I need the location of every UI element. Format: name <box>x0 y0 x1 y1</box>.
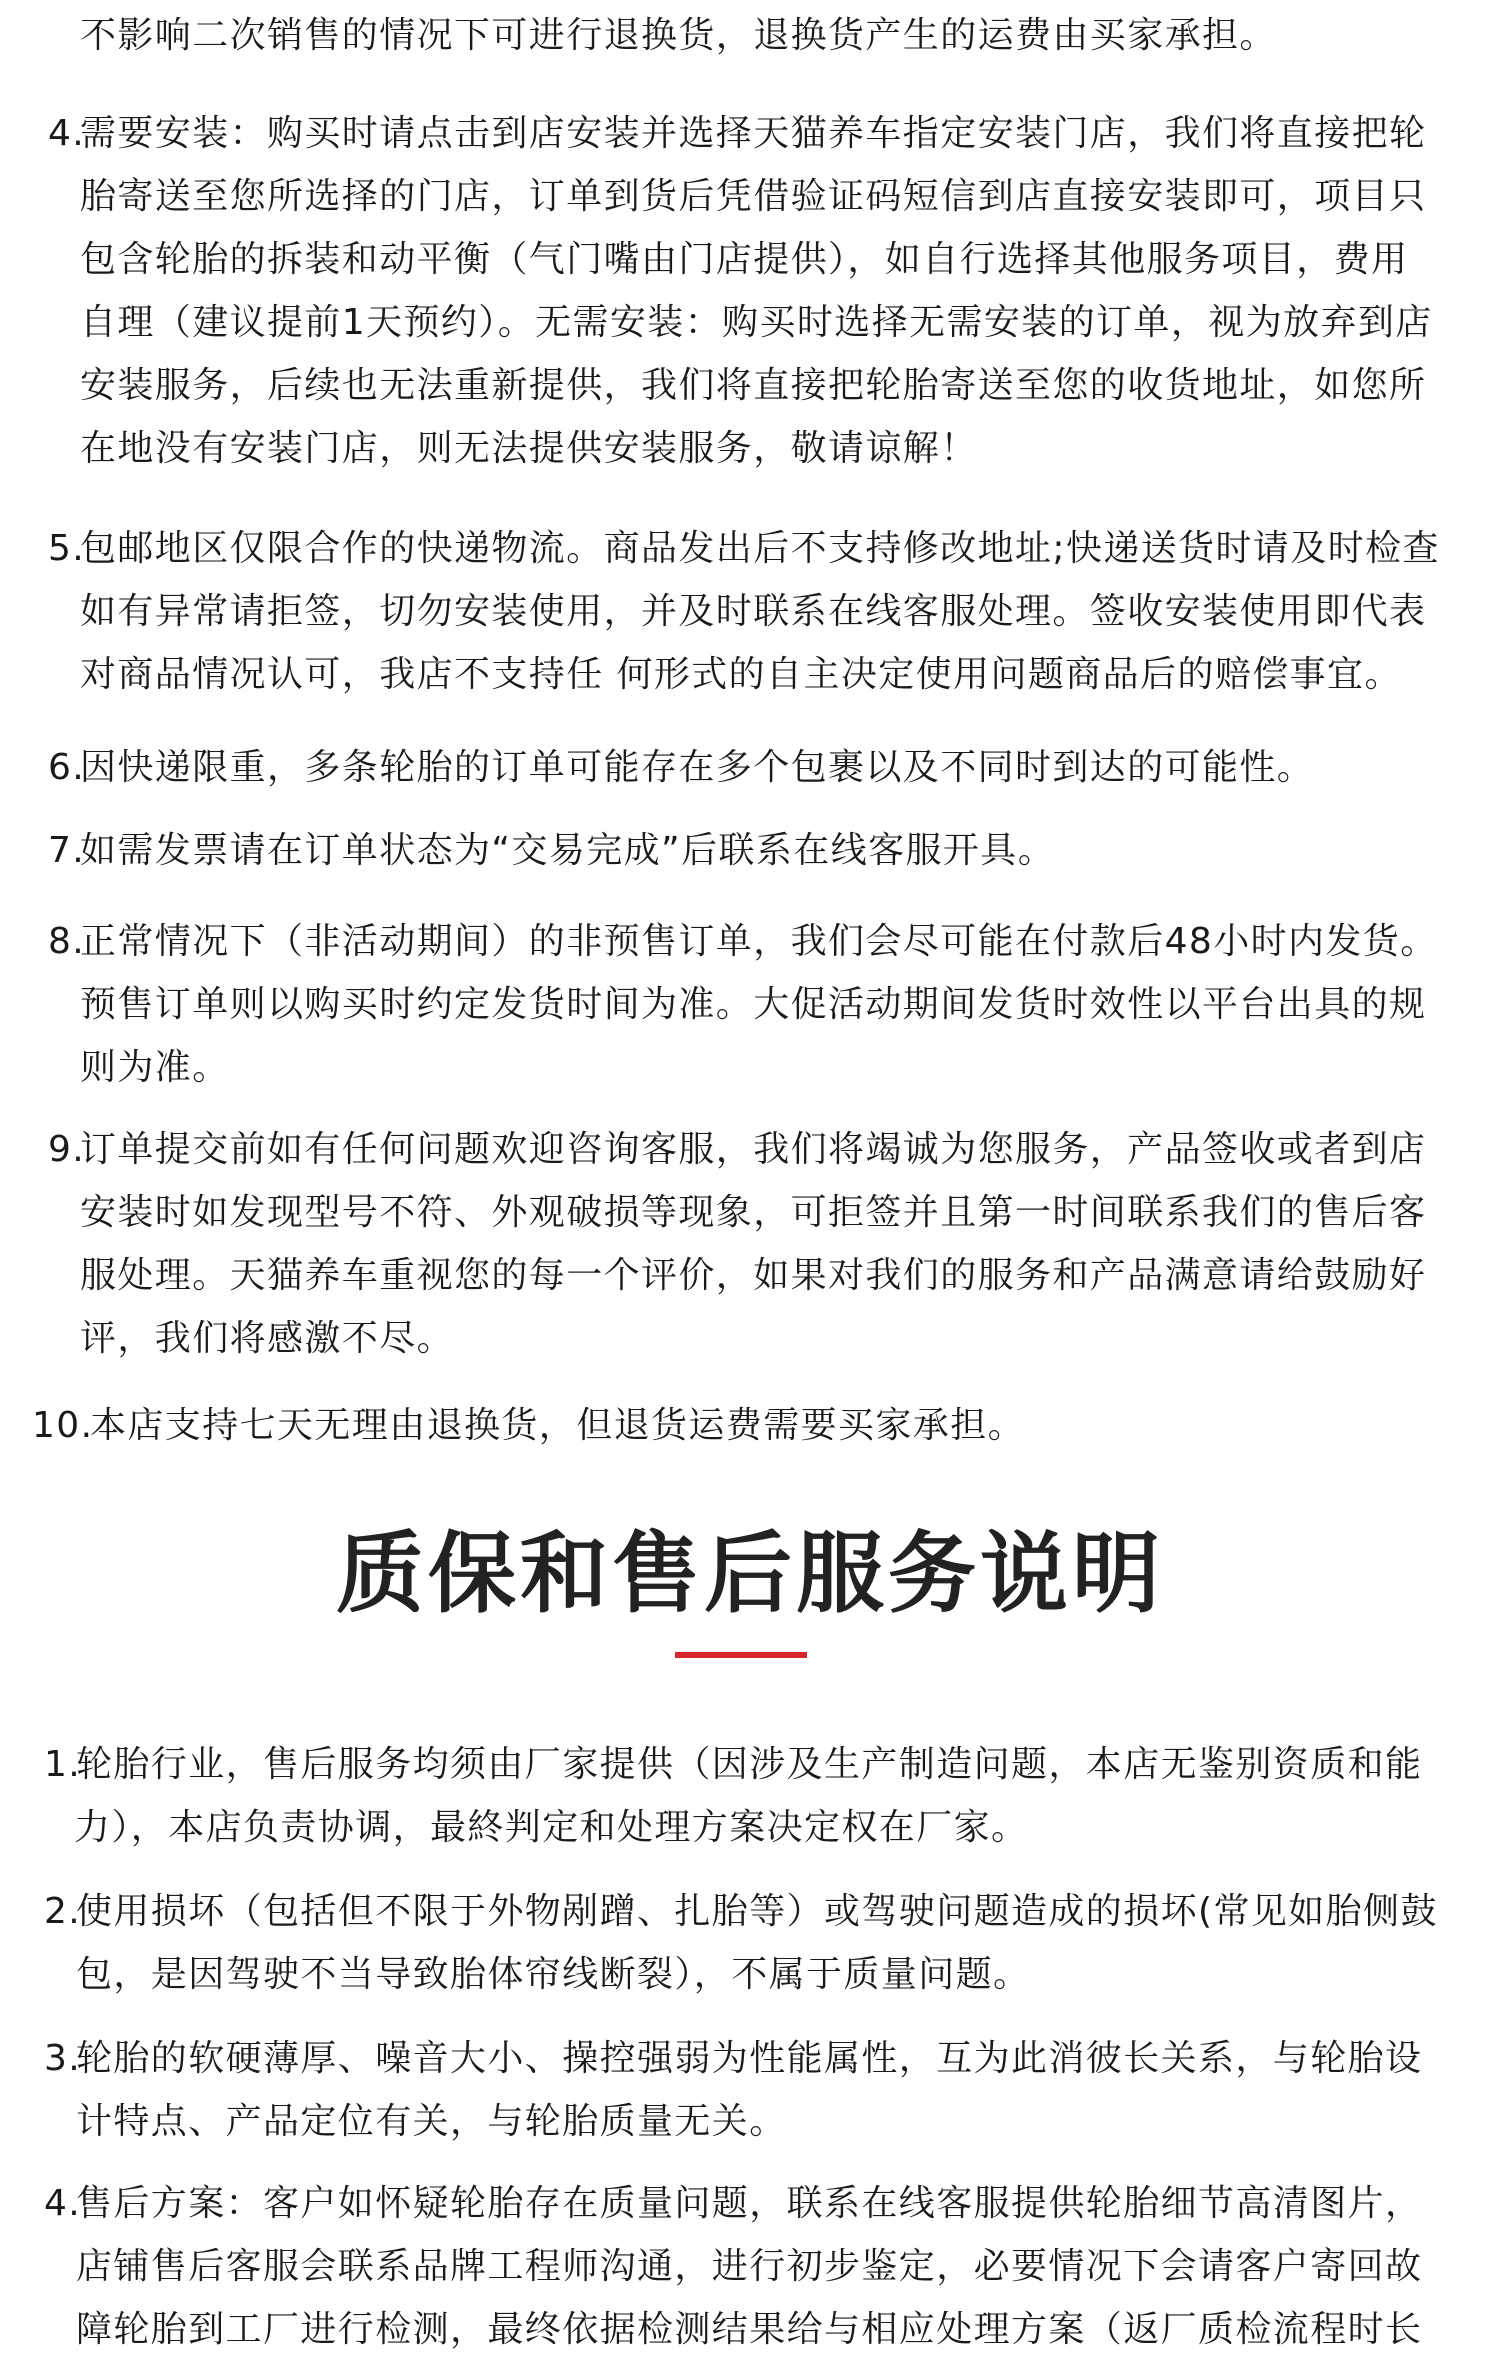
section-heading: 质保和售后服务说明 <box>335 1522 1164 1625</box>
item-line: 店铺售后客服会联系品牌工程师沟通，进行初步鉴定，必要情况下会请客户寄回故 <box>76 2246 1423 2287</box>
item-line: 障轮胎到工厂进行检测，最终依据检测结果给与相应处理方案（返厂质检流程时长 <box>76 2309 1423 2350</box>
item-line: 力），本店负责协调，最終判定和处理方案决定权在厂家。 <box>74 1807 1029 1848</box>
item-line: 胎寄送至您所选择的门店，订单到货后凭借验证码短信到店直接安装即可，项目只 <box>80 176 1427 217</box>
item-number: 7. <box>48 830 86 871</box>
heading-divider <box>675 1652 807 1658</box>
item-line: 在地没有安装门店，则无法提供安装服务，敬请谅解！ <box>80 428 978 469</box>
item-number: 1. <box>44 1744 82 1785</box>
item-line: 评，我们将感激不尽。 <box>80 1318 455 1359</box>
item-number: 10. <box>32 1405 94 1446</box>
item-line: 包，是因驾驶不当导致胎体帘线断裂），不属于质量问题。 <box>76 1954 1031 1995</box>
item-line: 安装服务，后续也无法重新提供，我们将直接把轮胎寄送至您的收货地址，如您所 <box>80 365 1427 406</box>
item-line: 包邮地区仅限合作的快递物流。商品发出后不支持修改地址;快递送货时请及时检查 <box>80 528 1440 569</box>
item-line: 安装时如发现型号不符、外观破损等现象，可拒签并且第一时间联系我们的售后客 <box>80 1192 1427 1233</box>
item-line: 对商品情况认可，我店不支持任 何形式的自主决定使用问题商品后的赔偿事宜。 <box>80 654 1402 695</box>
item-line: 因快递限重，多条轮胎的订单可能存在多个包裹以及不同时到达的可能性。 <box>80 747 1315 788</box>
item-line: 本店支持七天无理由退换货，但退货运费需要买家承担。 <box>90 1405 1026 1446</box>
item-number: 9. <box>48 1129 86 1170</box>
item-line: 轮胎行业，售后服务均须由厂家提供（因涉及生产制造问题，本店无鉴别资质和能 <box>76 1744 1423 1785</box>
intro-line: 不影响二次销售的情况下可进行退换货，退换货产生的运费由买家承担。 <box>80 15 1277 56</box>
item-line: 则为准。 <box>80 1047 230 1088</box>
item-line: 服处理。天猫养车重视您的每一个评价，如果对我们的服务和产品满意请给鼓励好 <box>80 1255 1427 1296</box>
item-number: 6. <box>48 747 86 788</box>
item-line: 自理（建议提前1天预约）。无需安装：购买时选择无需安装的订单，视为放弃到店 <box>80 302 1433 343</box>
item-number: 5. <box>48 528 86 569</box>
item-line: 使用损坏（包括但不限于外物剐蹭、扎胎等）或驾驶问题造成的损坏(常见如胎侧鼓 <box>76 1891 1438 1932</box>
item-line: 预售订单则以购买时约定发货时间为准。大促活动期间发货时效性以平台出具的规 <box>80 984 1427 1025</box>
item-line: 售后方案：客户如怀疑轮胎存在质量问题，联系在线客服提供轮胎细节高清图片， <box>76 2183 1423 2224</box>
item-line: 正常情况下（非活动期间）的非预售订单，我们会尽可能在付款后48小时内发货。 <box>80 921 1438 962</box>
item-number: 4. <box>48 113 86 154</box>
item-line: 轮胎的软硬薄厚、噪音大小、操控强弱为性能属性，互为此消彼长关系，与轮胎设 <box>76 2038 1423 2079</box>
item-number: 8. <box>48 921 86 962</box>
item-line: 订单提交前如有任何问题欢迎咨询客服，我们将竭诚为您服务，产品签收或者到店 <box>80 1129 1427 1170</box>
item-line: 包含轮胎的拆装和动平衡（气门嘴由门店提供），如自行选择其他服务项目，费用 <box>80 239 1409 280</box>
item-line: 需要安装：购买时请点击到店安装并选择天猫养车指定安装门店，我们将直接把轮 <box>80 113 1427 154</box>
item-line: 如有异常请拒签，切勿安装使用，并及时联系在线客服处理。签收安装使用即代表 <box>80 591 1427 632</box>
item-number: 3. <box>44 2038 82 2079</box>
item-line: 如需发票请在订单状态为“交易完成”后联系在线客服开具。 <box>80 830 1056 871</box>
item-number: 2. <box>44 1891 82 1932</box>
item-line: 计特点、产品定位有关，与轮胎质量无关。 <box>76 2101 787 2142</box>
item-number: 4. <box>44 2183 82 2224</box>
